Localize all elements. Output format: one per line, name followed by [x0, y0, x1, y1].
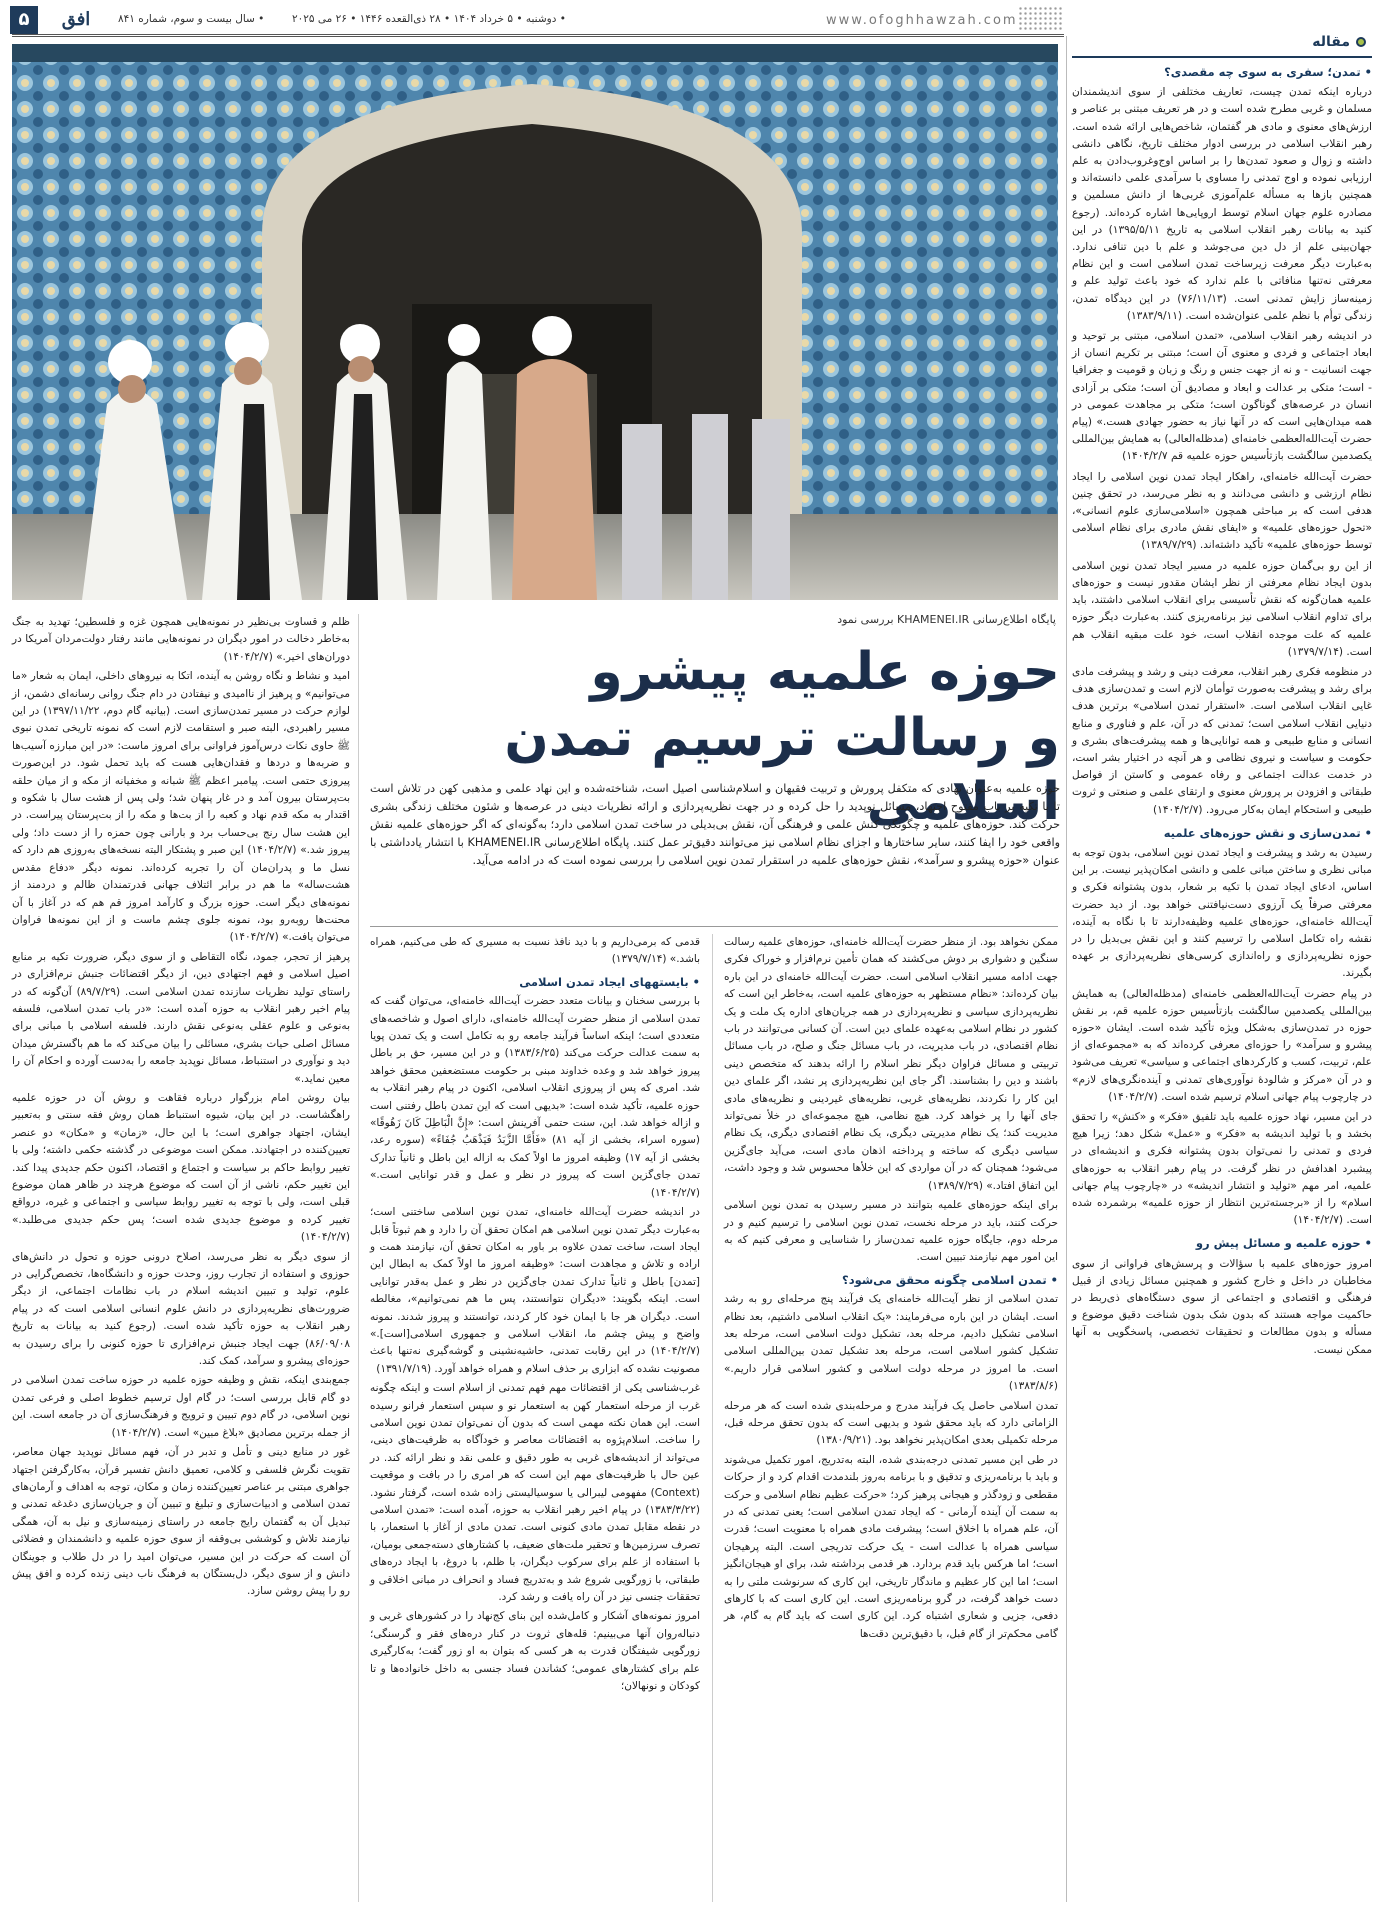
article-source: پایگاه اطلاع‌رسانی KHAMENEI.IR بررسی نمود	[837, 613, 1056, 626]
article-paragraph: تمدن اسلامی از نظر آیت‌الله خامنه‌ای یک فرآیند پنج مرحله‌ای رو به رشد است. ایشان در این باره می‌فرمایند: «یک انقلاب اسلامی داشتیم، بعد نظام اسلامی تشکیل دادیم، مرحله بعد، تشکیل دولت اسلامی است، مرحله بعد تشکیل کشور اسلامی است، مرحله بعد تشکیل تمدن بین‌المللی اسلامی است. ما امروز در مرحله دولت اسلامی و کشور اسلامی قرار داریم.» (۱۳۸۳/۸/۶)	[724, 1293, 1058, 1393]
issue-info: • سال بیست و سوم، شماره ۸۴۱	[118, 13, 265, 25]
column-divider	[358, 614, 359, 1902]
article-paragraph: با بررسی سخنان و بیانات متعدد حضرت آیت‌الله خامنه‌ای، می‌توان گفت که تمدن اسلامی از منظر حضرت آیت‌الله خامنه‌ای، دارای اصول و شاخصه‌های متعددی است؛ اینکه اساساً فرآیند جامعه رو به تکامل است و یک تمدن پویا به سمت عدالت حرکت می‌کند (۱۳۸۳/۶/۲۵) و در این مسیر، حق بر باطل پیروز خواهد شد و وعده خداوند مبنی بر حکومت مستضعفین محقق خواهد شد. امری که پس از پیروزی انقلاب اسلامی، اکنون در پیام رهبر انقلاب به حوزه علمیه، تأکید شده است: «بدیهی است که این تمدن باطل رفتنی است و ازاله خواهد شد. این، سنت حتمی آفرینش است: «إِنَّ الْبَاطِلَ كَانَ زَهُوقًا» (سوره اسراء، بخشی از آیه ۸۱) «فَأَمَّا الزَّبَدُ فَيَذْهَبُ جُفَاءً» (سوره رعد، بخشی از آیه ۱۷) وظیفه امروز ما اولاً کمک به ازاله این باطل و ثانیاً تدارک تمدن جای‌گزین است که پیروز در نظر و عمل و قدر توانایی است.» (۱۴۰۴/۲/۷)	[370, 995, 701, 1199]
article-subhead-1: • بایستههای ایجاد تمدن اسلامی	[519, 974, 700, 989]
right-paragraph: در اندیشه رهبر انقلاب اسلامی، «تمدن اسلامی، مبتنی بر توحید و ابعاد اجتماعی و فردی و معنوی آن است؛ مبتنی بر تکریم انسان از جهت انسانیت - و نه از جهت جنس و رنگ و زبان و قومیت و جغرافیا - است؛ متکی بر عدالت و ابعاد و مصادیق آن است؛ متکی بر آزادی انسان در عرصه‌های گوناگون است؛ متکی بر مجاهدت عمومی در همه میدان‌هایی است که در آنها نیاز به حضور جهادی هست.» (پیام حضرت آیت‌الله‌العظمی خامنه‌ای (مدظله‌العالی) به همایش بین‌المللی یکصدمین سالگشت بازتأسیس حوزه علمیه قم ۱۴۰۴/۲/۷)	[1072, 330, 1372, 463]
article-paragraph: امید و نشاط و نگاه روشن به آینده، اتکا به نیروهای داخلی، ایمان به شعار «ما می‌توانیم» و پرهیز از ناامیدی و نیفتادن در دام جنگ روانی رسانه‌ای دشمن، از لوازم حرکت در مسیر تمدن‌سازی است. (بیانیه گام دوم، ۱۳۹۷/۱۱/۲۲) در این مسیر راهبردی، البته صبر و استقامت لازم است که نمونه تاریخی تمدن نبوی ﷺ حاوی نکات درس‌آموز فراوانی برای امروز ماست: «در این مبارزه آسیب‌ها و ضربه‌ها و دردها و فقدان‌هایی هست که باید تحمل شود. در این‌صورت پیروزی حتمی است. پیامبر اعظم ﷺ شبانه و مخفیانه از مکه و از میان حلقه بت‌پرستان بیرون آمد و در غار پنهان شد؛ ولی پس از هشت سال با شکوه و اقتدار به مکه قدم نهاد و کعبه را از بت‌ها و مکه را از بت‌پرستان پیراست. در این هشت سال رنج بی‌حساب برد و بارانی چون حمزه را از دست داد؛ ولی پیروز شد.» (۱۴۰۴/۲/۷) این صبر و پشتکار البته نسخه‌های به‌روزی هم دارد که نسل ما و پدران‌مان آن را تجربه کرده‌اند. نمونه دیگر «دفاع مقدس هشت‌ساله» ما هم در برابر ائتلاف جهانی قدرتمندان ظالم و دردمند از نمونه‌های دیگر است. حوزه بزرگ و کارآمد امروز قم هم که در آغاز با آن محنت‌ها روبه‌رو بود، نمونه جلوی چشم ماست و از این نمونه‌ها فراوان می‌توان یافت.» (۱۴۰۴/۲/۷)	[12, 670, 350, 944]
right-paragraph: امروز حوزه‌های علمیه با سؤالات و پرسش‌های فراوانی از سوی مخاطبان در داخل و خارج کشور و همچنین مسائل زیادی از قبیل فرهنگی و اقتصادی و اجتماعی از سوی دستگاه‌های ذی‌ربط در حاکمیت مواجه هستند که بدون شک بدون شناخت دقیق موضوع و مسأله و بدون مطالعات و تحقیقات تخصصی، پاسخگویی به آنها ممکن نیست.	[1072, 1257, 1372, 1356]
right-paragraph: در منظومه فکری رهبر انقلاب، معرفت دینی و رشد و پیشرفت مادی برای رشد و پیشرفت به‌صورت توأمان لازم است و تمدن‌سازی هدف غایی انقلاب اسلامی است. «استقرار تمدن اسلامی» برترین هدف دنیایی انقلاب اسلامی است؛ تمدنی که در آن، علم و فناوری و منابع انسانی و منابع طبیعی و همه توانایی‌ها و همه پیشرفت‌های بشری و حکومت و سیاست و نیروی نظامی و هر آنچه در اختیار بشر است، در خدمت عدالت اجتماعی و رفاه عمومی و کاستن از فواصل طبقاتی و افزودن بر پرورش معنوی و ارتقای علمی و صنعتی و ثروت طبیعی و استحکام ایمان به‌کار می‌رود. (۱۴۰۴/۲/۷)	[1072, 665, 1372, 816]
seminary-entrance-photo	[12, 44, 1058, 600]
column-divider	[1066, 36, 1067, 1902]
article-paragraph: تمدن اسلامی حاصل یک فرآیند مدرج و مرحله‌بندی شده است که هر مرحله الزاماتی دارد که باید محقق شود و بدیهی است که بدون تحقق مرحله قبل، مرحله تکمیلی بعدی امکان‌پذیر نخواهد بود. (۱۳۸۰/۹/۲۱)	[724, 1399, 1058, 1447]
right-paragraph: در این مسیر، نهاد حوزه علمیه باید تلفیق «فکر» و «کنش» را تحقق بخشد و با تولید اندیشه به «فکر» و «عمل» شکل دهد؛ زیرا هیچ فردی و تمدنی را نمی‌توان بدون پشتوانه فکری و اندیشه‌ای در پیشبرد اهدافش در نظر گرفت. در پیام رهبر انقلاب به حوزه‌های علمیه، امر مهم «تولید و انتشار اندیشه» در «چارچوب پیام جهانی اسلام» را از «برجسته‌ترین انتظار از حوزه علمیه» برشمرده شده است. (۱۴۰۴/۲/۷)	[1072, 1110, 1372, 1227]
article-paragraph: امروز نمونه‌های آشکار و کامل‌شده این بنای کج‌نهاد را در کشورهای غربی و دنباله‌روان آنها می‌بینیم: قله‌های ثروت در کنار دره‌های فقر و گرسنگی؛ زورگویی شیفتگان قدرت به هر کسی که بتوان به او زور گفت؛ به‌کارگیری علم برای کشتارهای عمومی؛ کشاندن فساد جنسی به داخل خانواده‌ها و تا کودکان و نونهالان؛	[370, 1610, 700, 1693]
right-paragraph: رسیدن به رشد و پیشرفت و ایجاد تمدن نوین اسلامی، بدون توجه به مبانی نظری و ساختن مبانی علمی و دانشی امکان‌پذیر نیست. بر این اساس، ادعای ایجاد تمدن با تکیه بر شعار، بدون پشتوانه فکری و معرفتی صرفاً یک آرزوی دست‌نیافتنی خواهد بود. از دید حضرت آیت‌الله خامنه‌ای، حوزه‌های علمیه وظیفه‌دارند تا با نگاه به آینده، نقشه راه تکامل اسلامی را ترسیم کنند و این نقش بی‌بدیل را در حوزه نظریه‌پردازی و راه‌اندازی کرسی‌های نظریه‌پردازی بر عهده بگیرند.	[1072, 846, 1372, 980]
website-link[interactable]: www.ofoghhawzah.com	[820, 13, 1024, 28]
header-rule	[12, 34, 1064, 37]
article-paragraph: غور در منابع دینی و تأمل و تدبر در آن، فهم مسائل نوپدید جهان معاصر، تقویت نگرش فلسفی و کلامی، تعمیق دانش تفسیر قرآن، به‌کارگرفتن اجتهاد جواهری مبتنی بر عناصر تعیین‌کننده زمان و مکان، توجه به اهداف و آرمان‌های تمدن اسلامی و ادبیات‌سازی و تبلیغ و تبیین آن و جریان‌سازی دغدغه تمدنی و تبدیل آن به گفتمان رایج جامعه در راستای زمینه‌سازی و نیل به آن، همگی نیازمند تلاش و کوششی بی‌وقفه از سوی حوزه علمیه و دانشمندان و فضلائی آن است که حرکت در این مسیر، می‌توان امید را در دل طلاب و جوینگان دانش و از سوی دیگر، دل‌بستگان به فرهنگ ناب دینی زنده کرده و افق پیش رو را پیش روشن سازد.	[12, 1446, 350, 1598]
right-paragraph: از این رو بی‌گمان حوزه علمیه در مسیر ایجاد تمدن نوین اسلامی بدون ایجاد نظام معرفتی از نظر ایشان مقدور نیست و حوزه‌های علمیه همان‌گونه که نقش تأسیسی برای انقلاب اسلامی داشتند، باید برای تداوم انقلاب اسلامی نیز برنامه‌ریزی کنند. به‌عبارت دیگر حوزه علمیه که علت موجده انقلاب است، خود علت مبقیه انقلاب هم است. (۱۳۷۹/۷/۱۴)	[1072, 559, 1372, 658]
right-paragraph: حضرت آیت‌الله خامنه‌ای، راهکار ایجاد تمدن نوین اسلامی را ایجاد نظام ارزشی و دانشی می‌دانند و به نظر می‌رسد، در تحقق چنین هدفی است که بر مباحثی همچون «اسلامی‌سازی علوم انسانی»، «تحول حوزه‌های علمیه» و «ایفای نقش مادری برای نظام اسلامی توسط حوزه‌های علمیه» تأکید داشته‌اند. (۱۳۸۹/۷/۲۹)	[1072, 470, 1372, 552]
circle-bullet-icon	[1356, 37, 1366, 47]
article-paragraph: بیان روشن امام بزرگوار درباره فقاهت و روش آن در حوزه علمیه راهگشاست. در این بیان، شیوه استنباط همان روش فقه سنتی و به‌تعبیر ایشان، اجتهاد جواهری است؛ با این حال، «زمان» و «مکان» دو عنصر تعیین‌کننده در اجتهادند. ممکن است موضوعی در گذشته حکمی داشته؛ ولی با تغییر روابط حاکم بر سیاست و اجتماع و اقتصاد، اکنون حکم جدیدی پیدا کند. این تغییر حکم، ناشی از آن است که موضوع هرچند در ظاهر همان موضوع قبلی است، ولی با توجه به تغییر روابط سیاسی و اجتماعی و غیره، درواقع تغییر کرده و موضوع جدیدی شده است؛ پس حکم جدیدی می‌طلبد.» (۱۴۰۴/۲/۷)	[12, 1091, 350, 1244]
article-paragraph: ظلم و قساوت بی‌نظیر در نمونه‌هایی همچون غزه و فلسطین؛ تهدید به جنگ به‌خاطر دخالت در امور دیگران در نمونه‌هایی مانند رفتار دولت‌مردان آمریکا در دوران‌های اخیر.» (۱۴۰۴/۲/۷)	[12, 616, 350, 663]
column-divider	[712, 934, 713, 1902]
date-info: • دوشنبه • ۵ خرداد ۱۴۰۴ • ۲۸ ذی‌القعده ۱۴۴۶ • ۲۶ می ۲۰۲۵	[292, 13, 566, 25]
lead-divider	[370, 926, 1058, 927]
article-paragraph: جمع‌بندی اینکه، نقش و وظیفه حوزه علمیه در حوزه ساخت تمدن اسلامی در دو گام قابل بررسی است؛ در گام اول ترسیم خطوط اصلی و فرعی تمدن نوین اسلامی، در گام دوم تبیین و ترویج و فرهنگ‌سازی آن در جامعه است. این از جمله برترین مصادیق «بلاغ مبین» است. (۱۴۰۴/۲/۷)	[12, 1374, 350, 1439]
article-paragraph: برای اینکه حوزه‌های علمیه بتوانند در مسیر رسیدن به تمدن نوین اسلامی حرکت کنند، باید در مرحله نخست، تمدن نوین اسلامی را ترسیم کنیم و در مرحله دوم، جایگاه حوزه علمیه تمدن‌ساز را شناسایی و معرفی کنیم که به این امور مهم نیازمند تبیین است.	[724, 1199, 1058, 1264]
article-paragraph: در طی این مسیر تمدنی درجه‌بندی شده، البته به‌تدریج، امور تکمیل می‌شوند و باید با برنامه‌ریزی و تدقیق و با برنامه به‌روز بلندمدت اقدام کرد و از حرکات مقطعی و زودگذر و هیجانی پرهیز کرد؛ «حرکت عظیم نظام اسلامی و حرکت به سمت آن آینده آرمانی - که ایجاد تمدن اسلامی است؛ یعنی تمدنی که در آن، علم همراه با اخلاق است؛ پیشرفت مادی همراه با معنویت است؛ قدرت سیاسی همراه با عدالت است - یک حرکت تدریجی است. البته پرهیجان است؛ اما هرکس باید قدم بردارد. هر قدمی برداشته شد، برای او هیجان‌انگیز است؛ اما این کار عظیم و ماندگار تاریخی، این کاری که سرنوشت ملتی را به دست خواهد گرفت، در گرو برنامه‌ریزی است. این کاری است که با کارهای دفعی، جزیی و شعاری اشتباه کرد. این کاری است که باید گام به گام، هر گامی محکم‌تر از گام قبل، با دقیق‌ترین دقت‌ها	[724, 1453, 1058, 1640]
section-label	[1072, 30, 1372, 58]
article-paragraph: ممکن نخواهد بود. از منظر حضرت آیت‌الله خامنه‌ای، حوزه‌های علمیه رسالت سنگین و دشواری بر دوش می‌کشند که همان تأمین نرم‌افزار و خوراک فکری جهت ادامه مسیر انقلاب اسلامی است. حضرت آیت‌الله خامنه‌ای در این باره بیان کرده‌اند: «نظام مستظهر به حوزه‌های علمیه است، به‌خاطر این است که نظریه‌پردازی سیاسی و نظریه‌پردازی در همه جریان‌های اداره یک ملت و یک کشور در نظام اسلامی به‌عهده علمای دین است. آن کسانی می‌توانند در باب نظام اقتصادی، در باب مدیریت، در باب مسائل جنگ و صلح، در باب مسائل تربیتی و مسائل فراوان دیگر نظر اسلام را ارائه بدهند که متخصص دینی باشند و دین را بشناسند. اگر جای این نظریه‌پردازی پر نشد، اگر علمای دین این کار را نکردند، نظریه‌های غربی، نظریه‌های غیردینی و نظریه‌های مادی جای آنها را پر خواهد کرد. هیچ نظامی، هیچ مجموعه‌ای در خلأ نمی‌تواند مدیریت کند؛ یک نظام مدیریتی دیگری، یک نظام اقتصادی دیگری، یک نظام سیاسی دیگری که ساخته و پرداخته اذهان مادی است، می‌آید جای‌گزین می‌شود؛ همچنان که در آن مواردی که این خلأها محسوس شد و وجود داشت، این اتفاق افتاد.» (۱۳۸۹/۷/۲۹)	[724, 936, 1058, 1192]
article-paragraph: غرب‌شناسی یکی از اقتضائات مهم فهم تمدنی از اسلام است و اینکه چگونه غرب از مرحله استعمار کهن به استعمار نو و سپس استعمار فرانو رسیده است. این همان نکته مهمی است که بدون آن نمی‌توان تمدن نوین اسلامی را ساخت. اسلام‌پژوه به اقتضائات معاصر و خودآگاه به ظرفیت‌های دینی، می‌تواند از اندیشه‌های غربی به طور دقیق و علمی نقد و نظر ارائه کند. در عین حال با ظرفیت‌های مهم این است که هر امری را در بافت و موقعیت (Context) مفهومی لیبرالی یا سوسیالیستی زاده شده است، گرفتار نشود. (۱۳۸۳/۳/۲۲) در پیام اخیر رهبر انقلاب به حوزه، آمده است: «تمدن اسلامی در نقطه مقابل تمدن مادی کنونی است. تمدن مادی از آغاز با استعمار، با تصرف سرزمین‌ها و تحقیر ملت‌های ضعیف، با کشتارهای دسته‌جمعی بومیان، با استفاده از علم برای سرکوب دیگران، با ظلم، با دروغ، با ایجاد دره‌های طبقاتی، با زورگویی شروع شد و به‌تدریج فساد و انحراف در مبانی اخلاقی و تحققات جنسی نیز در آن راه یافت و رشد کرد.	[370, 1382, 700, 1604]
right-subhead-2: • تمدن‌سازی و نقش حوزه‌های علمیه	[1163, 825, 1372, 840]
publication-logo: افق	[61, 9, 91, 30]
right-subhead-3: • حوزه علمیه و مسائل پیش رو	[1195, 1236, 1372, 1251]
article-subhead-2: • تمدن اسلامی چگونه محقق می‌شود؟	[842, 1272, 1058, 1287]
article-paragraph: قدمی که برمی‌داریم و با دید نافذ نسبت به مسیری که طی می‌کنیم، همراه باشد.» (۱۳۷۹/۷/۱۴)	[370, 936, 700, 966]
article-paragraph: پرهیز از تحجر، جمود، نگاه التقاطی و از سوی دیگر، ضرورت تکیه بر منابع اصیل اسلامی و فهم اجتهادی دین، از دیگر اقتضائات جنبش نرم‌افزاری در راستای تولید نظریات سازنده تمدن اسلامی است. (۸۹/۷/۲۹) آن‌گونه که در پیام اخیر رهبر انقلاب به حوزه آمده است: «در باب تمدن اسلامی، فلسفه به‌نوعی و علوم عقلی به‌نوعی نقش دارند. فلسفه اسلامی با مبانی برای مسائل اصلی حیات بشری، مسائلی را بیان می‌کند که ما هم باگسترش میدان دید و نوآوری در استنباط، مسائل نوپدید جامعه را به‌دست آورده و احکام آن را معین نماید.»	[12, 950, 350, 1085]
right-paragraph: درباره اینکه تمدن چیست، تعاریف مختلفی از سوی اندیشمندان مسلمان و غربی مطرح شده است و در هر تعریف مبتنی بر عناصر و ارزش‌های معنوی و مادی هر گفتمان، شاخص‌هایی ارائه شده است. رهبر انقلاب اسلامی در بررسی ادوار مختلف تاریخ، نگاهی دانشی داشته و زوال و صعود تمدن‌ها را بر اساس اوج‌وغروب‌دادن به علم ارزیابی نموده و اوج تمدنی را مساوی با سرآمدی علمی دانسته‌اند و همچنین بازها به مسأله علم‌آموزی غربی‌ها از دانش مسلمین و مصادره علوم جهان اسلام توسط اروپایی‌ها اشاره کرده‌اند. (رجوع کنید به بیانات رهبر انقلاب اسلامی به تاریخ ۱۳۹۵/۵/۱۱) در این جهان‌بینی علم از دل دین می‌جوشد و علم با دین تنافی ندارد. به‌عبارت دیگر معرفت زیرساخت تمدن اسلامی است و این نظام معرفتی نه‌تنها منافاتی با علم ندارد که خود باعث تولید علم و زمینه‌ساز زایش تمدنی است. (۷۶/۱۱/۱۳) در این دیدگاه تمدن، زندگی توأم با نظم علمی عنوان‌شده است. (۱۳۸۳/۹/۱۱)	[1072, 86, 1372, 322]
article-paragraph: از سوی دیگر به نظر می‌رسد، اصلاح درونی حوزه و تحول در دانش‌های حوزوی و استفاده از تجارب روز، وحدت حوزه و دانشگاه‌ها، تخصص‌گرایی در علوم، تولید و تبیین اندیشه اسلام در باب نظامات اجتماعی، از دیگر ضرورت‌های نظریه‌پردازی در دانش علوم انسانی اسلامی است که در پیام رهبر انقلاب به حوزه تأکید شده است. (رجوع کنید به بیانات به تاریخ ۸۶/۰۹/۰۸) جهت ایجاد جنبش نرم‌افزاری تا حوزه کنونی را برای رسیدن به حوزه‌ای پیشرو و سرآمد، کمک کند.	[12, 1250, 350, 1368]
article-column-3	[12, 614, 350, 1902]
right-paragraph: در پیام حضرت آیت‌الله‌العظمی خامنه‌ای (مدظله‌العالی) به همایش بین‌المللی یکصدمین سالگشت بازتأسیس حوزه علمیه قم، بر نقش حوزه در تمدن‌سازی به‌شکل ویژه تأکید شده است. ایشان «حوزه پیشرو و سرآمد» را حوزه‌ای معرفی کرده‌اند که به «مجموعه‌ای از علم، تربیت، کسب و کارکردهای اجتماعی و سیاسی» تعریف می‌شود و در آن «مرکز و شالودۀ نوآوری‌های تمدنی و آینده‌نگری‌های لازم» در چارچوب پیام جهانی اسلام ترسیم شده است. (۱۴۰۴/۲/۷)	[1072, 987, 1372, 1103]
article-lead: حوزه علمیه به‌عنوان نهادی که متکفل پرورش و تربیت فقیهان و اسلام‌شناسی اصیل است، شناخته‌شده و این نهاد علمی و مذهبی کهن در تلاش است تا با تکیه بر باب مفتوح اجتهاد، مسائل نوپدید را حل کرده و در جهت نظریه‌پردازی و ارائه نظریات دینی در عرصه‌ها و شئون مختلف زندگی بشری حرکت کند. حوزه‌های علمیه و چگونگی کنش علمی و فرهنگی آن، نقش بی‌بدیلی در ساخت تمدن اسلامی دارد؛ به‌گونه‌ای که اگر حوزه‌های علمیه نقش واقعی خود را ایفا کنند، سایر ساختارها و اجزای نظام اسلامی نیز می‌توانند دقیق‌تر عمل کنند. پایگاه اطلاع‌رسانی KHAMENEI.IR با انتشار یادداشتی با عنوان «حوزه پیشرو و سرآمد»، نقش حوزه‌های علمیه در استقرار تمدن نوین اسلامی را بررسی نموده است که در ادامه می‌آید.	[370, 782, 1060, 867]
headline-line-1: حوزه علمیه پیشرو	[590, 642, 1060, 702]
dot-pattern-icon	[1018, 6, 1064, 32]
article-photo	[12, 44, 1058, 600]
page-number: ۵	[10, 6, 38, 34]
section-label-text: مقاله	[1312, 34, 1350, 50]
right-column	[1072, 30, 1372, 1902]
right-subhead-1: • تمدن؛ سفری به سوی چه مقصدی؟	[1164, 65, 1372, 79]
article-column-2	[370, 934, 700, 1902]
right-column-text	[1072, 64, 1372, 1359]
article-paragraph: در اندیشه حضرت آیت‌الله خامنه‌ای، تمدن نوین اسلامی ساختنی است؛ به‌عبارت دیگر تمدن نوین اسلامی هم امکان تحقق آن را دارد و هم ثبوتاً قابل ایجاد است، ساخت تمدن علاوه بر باور به امکان تحقق آن، نیازمند همت و اراده و تلاش و مجاهدت است: «وظیفه امروز ما اولاً کمک به ابطال این [تمدن] باطل و ثانیاً تدارک تمدن جای‌گزین در نظر و عمل به‌قدر توانایی است. اینکه بگویند: «دیگران نتوانستند، پس ما هم نمی‌توانیم»، مغالطه است. دیگران هر جا با ایمان خود کار کردند، توانستند و پیروز شدند. نمونه واضح و پیش چشم ما، انقلاب اسلامی و جمهوری اسلامی[است].» (۱۴۰۴/۲/۷) در این رقابت تمدنی، حاشیه‌نشینی و گوشه‌گیری نه‌تنها باعث مصونیت نشده که ابزاری بر حذف اسلام و همراه خواهد آورد. (۱۳۹۱/۷/۱۹)	[370, 1206, 700, 1375]
article-column-1	[724, 934, 1058, 1902]
headline-line-2: و رسالت ترسیم تمدن اسلامی	[504, 708, 1060, 832]
